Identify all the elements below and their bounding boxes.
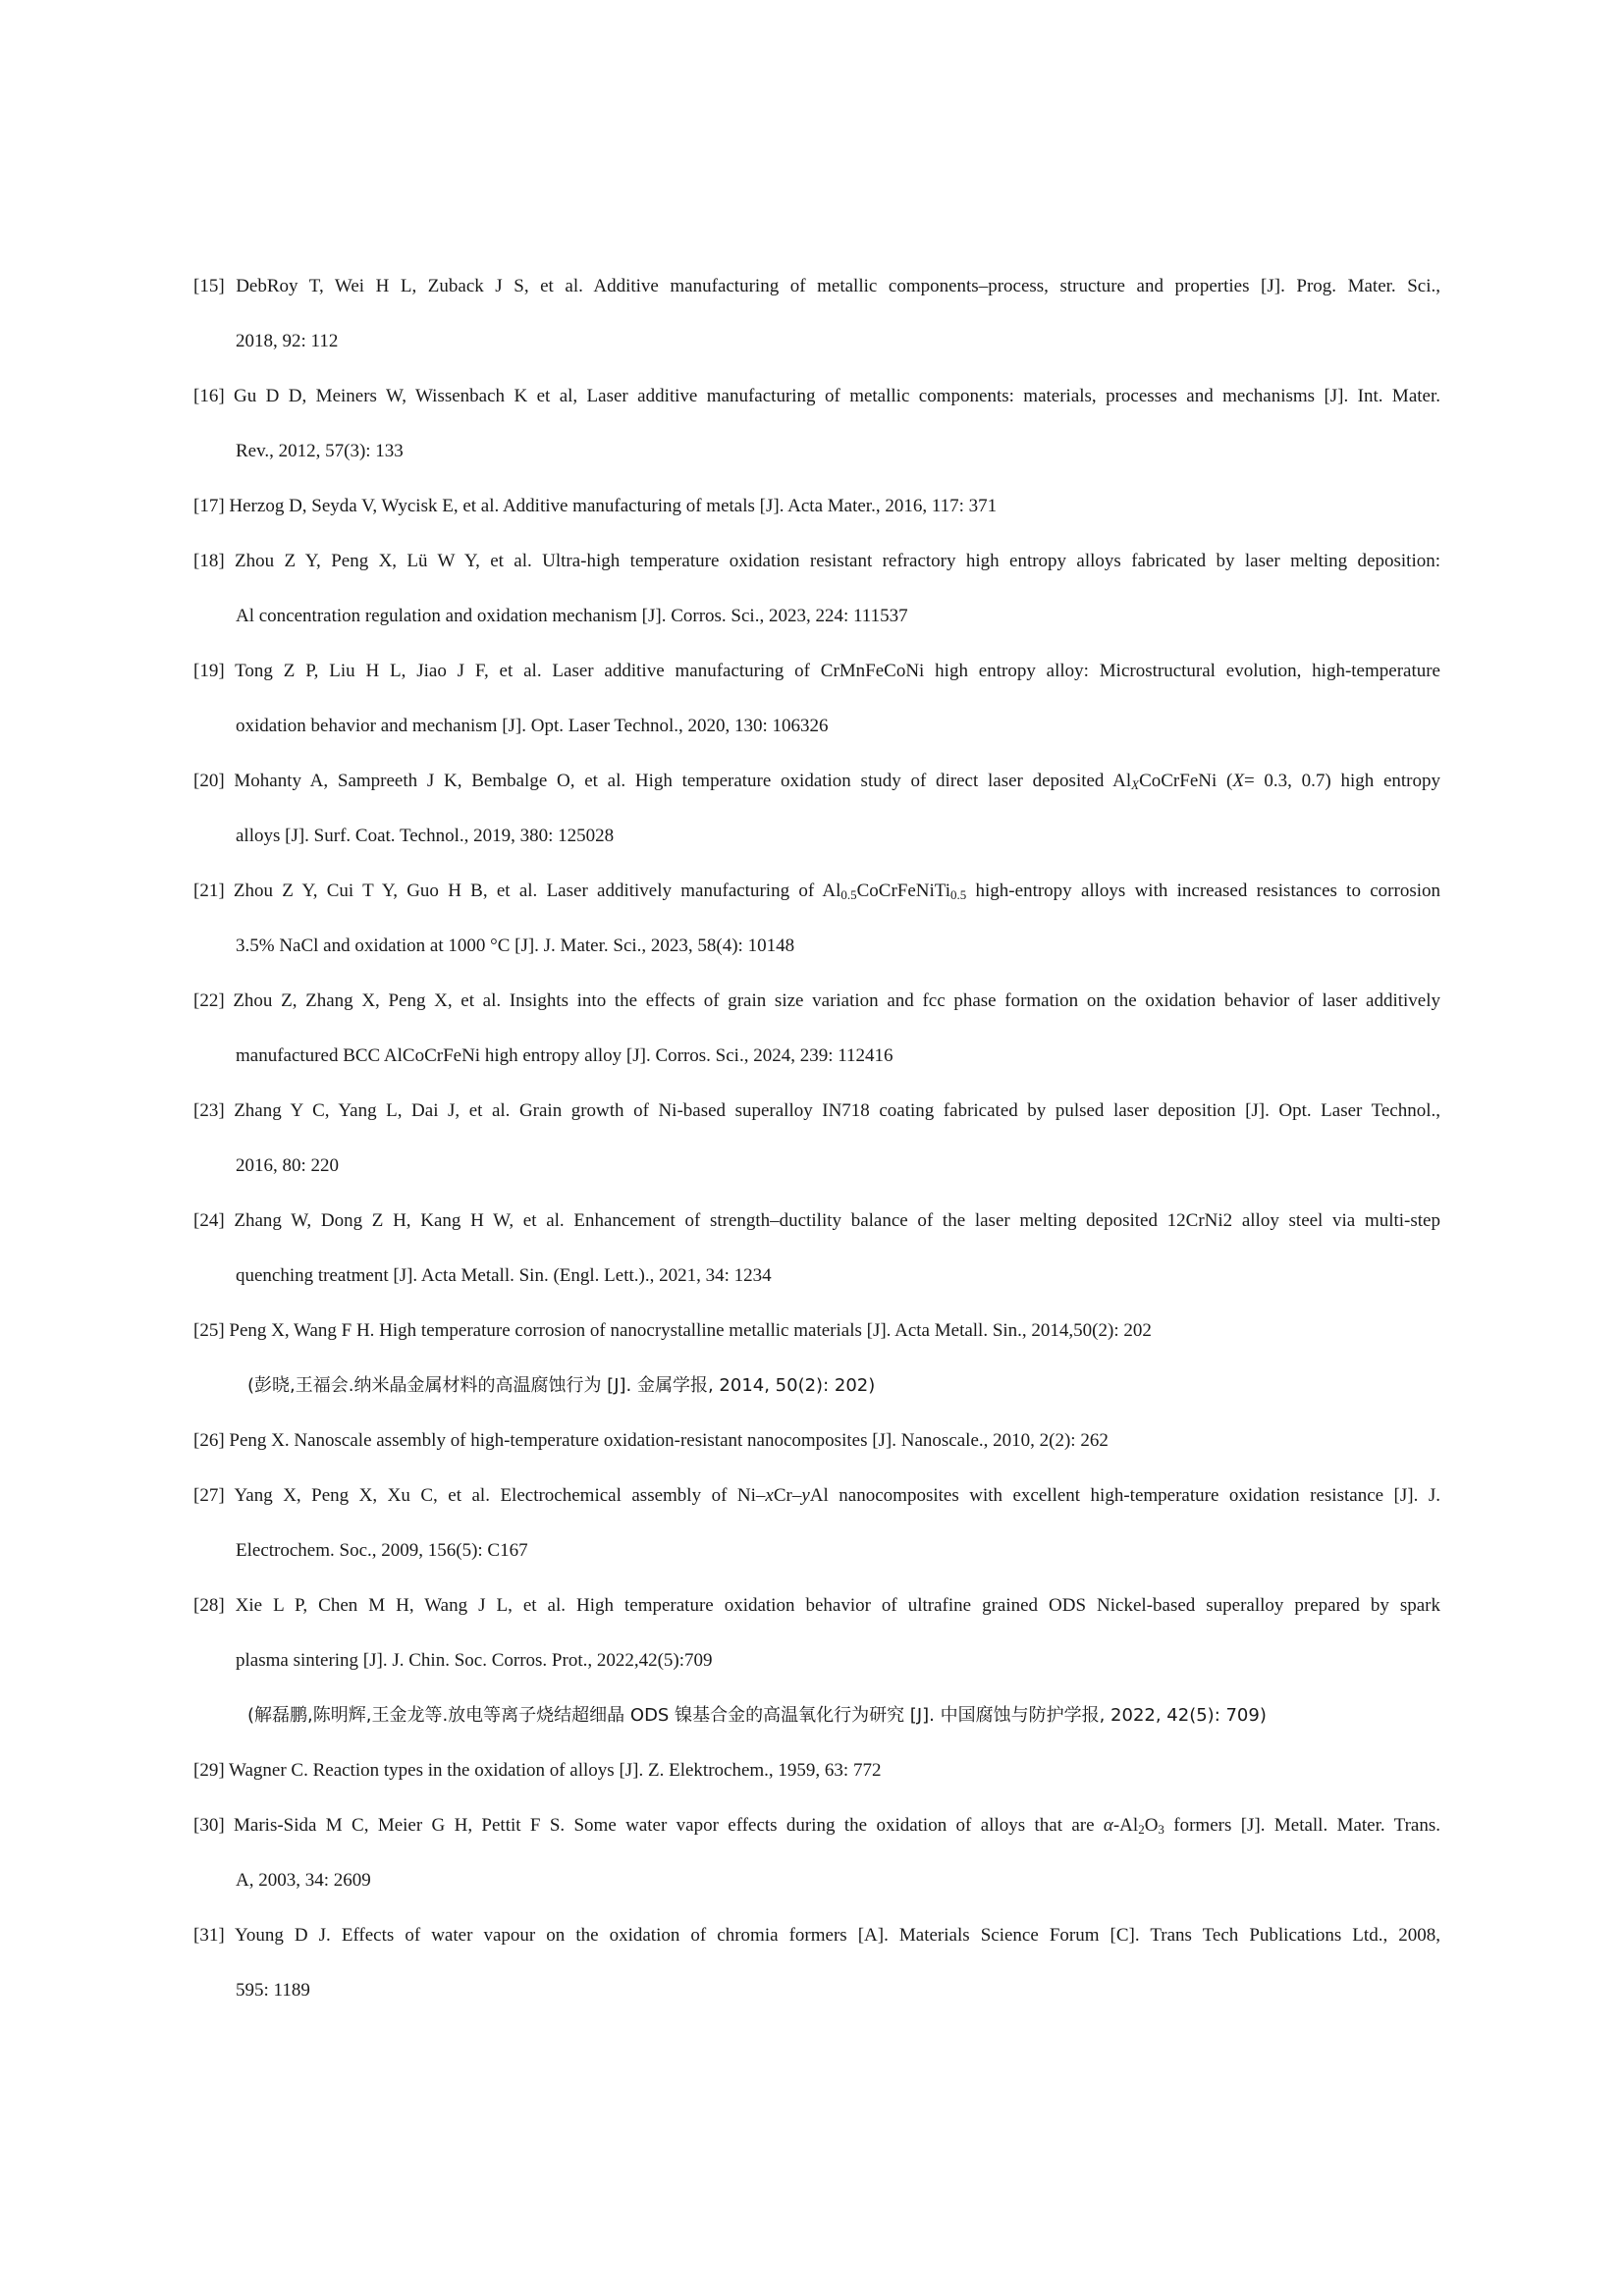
subscript: 3 bbox=[1158, 1822, 1164, 1837]
reference-25 bbox=[193, 1304, 1440, 1414]
reference-line: [24] Zhang W, Dong Z H, Kang H W, et al. Enhancement of strength–ductility balance of the laser melting deposited 12CrNi2 alloy steel via multi-step bbox=[193, 1210, 1440, 1231]
reference-29 bbox=[193, 1743, 1440, 1798]
reference-26 bbox=[193, 1414, 1440, 1468]
reference-line-continued: alloys [J]. Surf. Coat. Technol., 2019, 380: 125028 bbox=[236, 826, 615, 846]
subscript: 0.5 bbox=[950, 887, 967, 902]
reference-line-continued: manufactured BCC AlCoCrFeNi high entropy alloy [J]. Corros. Sci., 2024, 239: 112416 bbox=[236, 1045, 893, 1066]
reference-text: O bbox=[1144, 1815, 1159, 1836]
reference-line bbox=[193, 754, 1440, 809]
reference-text: [30] Maris-Sida M C, Meier G H, Pettit F S. Some water vapor effects during the oxidation of alloys that are bbox=[193, 1815, 1104, 1836]
reference-line bbox=[193, 1468, 1440, 1523]
reference-text: Al nanocomposites with excellent high-temperature oxidation resistance [J]. J. bbox=[809, 1485, 1440, 1506]
reference-17 bbox=[193, 479, 1440, 534]
reference-27 bbox=[193, 1468, 1440, 1578]
reference-text: CoCrFeNi ( bbox=[1139, 771, 1233, 791]
reference-text: CoCrFeNiTi bbox=[856, 881, 951, 901]
reference-text: formers [J]. Metall. Mater. Trans. bbox=[1164, 1815, 1440, 1836]
reference-31 bbox=[193, 1908, 1440, 2018]
variable-x: X bbox=[1232, 771, 1244, 791]
reference-line: [23] Zhang Y C, Yang L, Dai J, et al. Grain growth of Ni-based superalloy IN718 coating fabricated by pulsed laser deposition [J]. Opt. Laser Technol., bbox=[193, 1100, 1440, 1121]
reference-16 bbox=[193, 369, 1440, 479]
reference-28 bbox=[193, 1578, 1440, 1743]
reference-22 bbox=[193, 974, 1440, 1084]
reference-text: -Al bbox=[1112, 1815, 1139, 1836]
reference-line: [31] Young D J. Effects of water vapour on the oxidation of chromia formers [A]. Materials Science Forum [C]. Trans Tech Publications Ltd., 2008, bbox=[193, 1925, 1440, 1946]
reference-list bbox=[193, 259, 1440, 2018]
reference-30 bbox=[193, 1798, 1440, 1908]
reference-line: [22] Zhou Z, Zhang X, Peng X, et al. Insights into the effects of grain size variation and fcc phase formation on the oxidation behavior of laser additively bbox=[193, 990, 1440, 1011]
variable-x: x bbox=[765, 1485, 774, 1506]
reference-line-continued: oxidation behavior and mechanism [J]. Opt. Laser Technol., 2020, 130: 106326 bbox=[236, 716, 829, 736]
reference-line: [25] Peng X, Wang F H. High temperature corrosion of nanocrystalline metallic materials [J]. Acta Metall. Sin., 2014,50(2): 202 bbox=[193, 1320, 1152, 1341]
reference-line: [18] Zhou Z Y, Peng X, Lü W Y, et al. Ultra-high temperature oxidation resistant refractory high entropy alloys fabricated by laser melting deposition: bbox=[193, 551, 1440, 571]
reference-line-continued: plasma sintering [J]. J. Chin. Soc. Corros. Prot., 2022,42(5):709 bbox=[236, 1650, 713, 1671]
reference-15 bbox=[193, 259, 1440, 369]
variable-y: y bbox=[801, 1485, 810, 1506]
variable-alpha: α bbox=[1103, 1815, 1113, 1836]
reference-line: [28] Xie L P, Chen M H, Wang J L, et al. High temperature oxidation behavior of ultrafine grained ODS Nickel-based superalloy prepared by spark bbox=[193, 1595, 1440, 1616]
reference-line-continued: quenching treatment [J]. Acta Metall. Sin. (Engl. Lett.)., 2021, 34: 1234 bbox=[236, 1265, 772, 1286]
reference-line-continued: A, 2003, 34: 2609 bbox=[236, 1870, 371, 1891]
reference-chinese-line: (解磊鹏,陈明辉,王金龙等.放电等离子烧结超细晶 ODS 镍基合金的高温氧化行为研究 [J]. 中国腐蚀与防护学报, 2022, 42(5): 709) bbox=[247, 1705, 1267, 1726]
reference-text: high-entropy alloys with increased resistances to corrosion bbox=[966, 881, 1440, 901]
reference-line: [17] Herzog D, Seyda V, Wycisk E, et al. Additive manufacturing of metals [J]. Acta Mater., 2016, 117: 371 bbox=[193, 496, 998, 516]
reference-20 bbox=[193, 754, 1440, 864]
reference-line-continued: 3.5% NaCl and oxidation at 1000 °C [J]. J. Mater. Sci., 2023, 58(4): 10148 bbox=[236, 935, 795, 956]
reference-line-continued: 595: 1189 bbox=[236, 1980, 310, 2001]
reference-line-continued: 2018, 92: 112 bbox=[236, 331, 339, 351]
reference-text: [20] Mohanty A, Sampreeth J K, Bembalge O, et al. High temperature oxidation study of direct laser deposited Al bbox=[193, 771, 1132, 791]
reference-line bbox=[193, 1798, 1440, 1853]
reference-line-continued: Electrochem. Soc., 2009, 156(5): C167 bbox=[236, 1540, 528, 1561]
reference-chinese-line: (彭晓,王福会.纳米晶金属材料的高温腐蚀行为 [J]. 金属学报, 2014, 50(2): 202) bbox=[247, 1375, 876, 1396]
reference-text: Cr– bbox=[773, 1485, 802, 1506]
subscript-x: X bbox=[1131, 777, 1140, 792]
reference-23 bbox=[193, 1084, 1440, 1194]
reference-text: [21] Zhou Z Y, Cui T Y, Guo H B, et al. Laser additively manufacturing of Al bbox=[193, 881, 841, 901]
reference-line: [19] Tong Z P, Liu H L, Jiao J F, et al. Laser additive manufacturing of CrMnFeCoNi high entropy alloy: Microstructural evolution, high-temperature bbox=[193, 661, 1440, 681]
reference-18 bbox=[193, 534, 1440, 644]
subscript: 0.5 bbox=[840, 887, 857, 902]
reference-line: [15] DebRoy T, Wei H L, Zuback J S, et al. Additive manufacturing of metallic components–process, structure and properties [J]. Prog. Mater. Sci., bbox=[193, 276, 1440, 296]
reference-24 bbox=[193, 1194, 1440, 1304]
reference-19 bbox=[193, 644, 1440, 754]
reference-line: [29] Wagner C. Reaction types in the oxidation of alloys [J]. Z. Elektrochem., 1959, 63: 772 bbox=[193, 1760, 882, 1781]
reference-line-continued: Rev., 2012, 57(3): 133 bbox=[236, 441, 404, 461]
reference-line-continued: Al concentration regulation and oxidation mechanism [J]. Corros. Sci., 2023, 224: 111537 bbox=[236, 606, 908, 626]
subscript: 2 bbox=[1138, 1822, 1145, 1837]
reference-text: [27] Yang X, Peng X, Xu C, et al. Electrochemical assembly of Ni– bbox=[193, 1485, 766, 1506]
reference-line: [16] Gu D D, Meiners W, Wissenbach K et al, Laser additive manufacturing of metallic components: materials, processes and mechanisms [J]. Int. Mater. bbox=[193, 386, 1440, 406]
reference-line bbox=[193, 864, 1440, 919]
reference-line: [26] Peng X. Nanoscale assembly of high-temperature oxidation-resistant nanocomposites [J]. Nanoscale., 2010, 2(2): 262 bbox=[193, 1430, 1109, 1451]
reference-21 bbox=[193, 864, 1440, 974]
reference-line-continued: 2016, 80: 220 bbox=[236, 1155, 340, 1176]
reference-text: = 0.3, 0.7) high entropy bbox=[1243, 771, 1440, 791]
